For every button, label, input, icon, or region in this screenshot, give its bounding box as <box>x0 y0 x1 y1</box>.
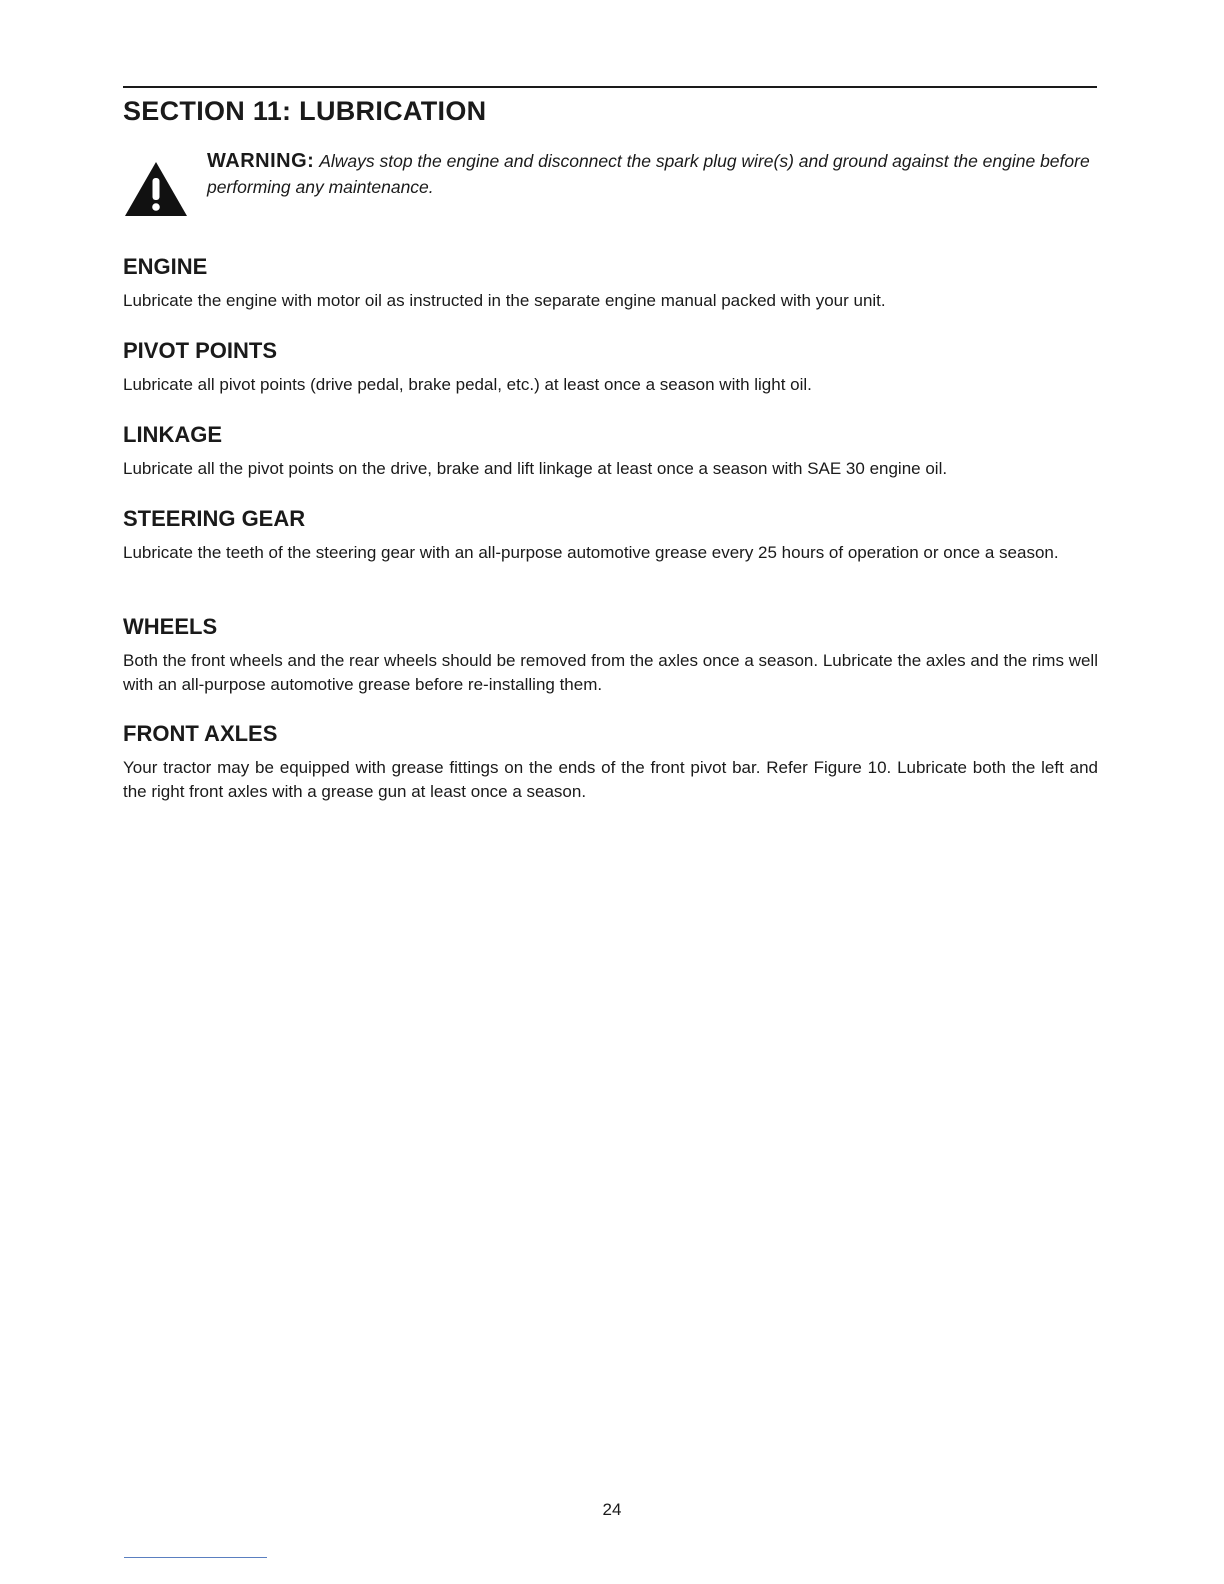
wheels-body: Both the front wheels and the rear wheels should be removed from the axles once a season. Lubricate the axles and the rims well with an all-purpose automotive grease before re-installing them. <box>123 651 1098 694</box>
linkage-body: Lubricate all the pivot points on the drive, brake and lift linkage at least once a season with SAE 30 engine oil. <box>123 459 948 478</box>
front-axles-body: Your tractor may be equipped with grease fittings on the ends of the front pivot bar. Refer Figure 10. Lubricate both the left and the right front axles with a grease gun at least once a season. <box>123 758 1098 801</box>
engine-heading: ENGINE <box>123 254 208 279</box>
pivot-points-heading: PIVOT POINTS <box>123 338 278 363</box>
steering-gear-section <box>123 505 1098 565</box>
linkage-section <box>123 421 1098 481</box>
wheels-section <box>123 613 1098 697</box>
engine-body: Lubricate the engine with motor oil as instructed in the separate engine manual packed with your unit. <box>123 291 886 310</box>
warning-message <box>207 148 1102 200</box>
top-rule <box>123 86 1097 88</box>
engine-section <box>123 253 1098 313</box>
warning-label: WARNING: <box>207 150 315 172</box>
warning-body: Always stop the engine and disconnect the spark plug wire(s) and ground against the engine before performing any maintenance. <box>207 151 1090 197</box>
section-title: SECTION 11: LUBRICATION <box>123 96 487 126</box>
pivot-points-section <box>123 337 1098 397</box>
front-axles-heading: FRONT AXLES <box>123 721 278 746</box>
front-axles-section <box>123 720 1098 804</box>
warning-triangle-icon <box>123 160 189 218</box>
linkage-heading: LINKAGE <box>123 422 222 447</box>
wheels-heading: WHEELS <box>123 614 218 639</box>
steering-gear-body: Lubricate the teeth of the steering gear with an all-purpose automotive grease every 25 hours of operation or once a season. <box>123 543 1059 562</box>
page-number: 24 <box>602 1500 622 1519</box>
footer-rule <box>124 1557 267 1558</box>
steering-gear-heading: STEERING GEAR <box>123 506 306 531</box>
pivot-points-body: Lubricate all pivot points (drive pedal, brake pedal, etc.) at least once a season with light oil. <box>123 375 812 394</box>
